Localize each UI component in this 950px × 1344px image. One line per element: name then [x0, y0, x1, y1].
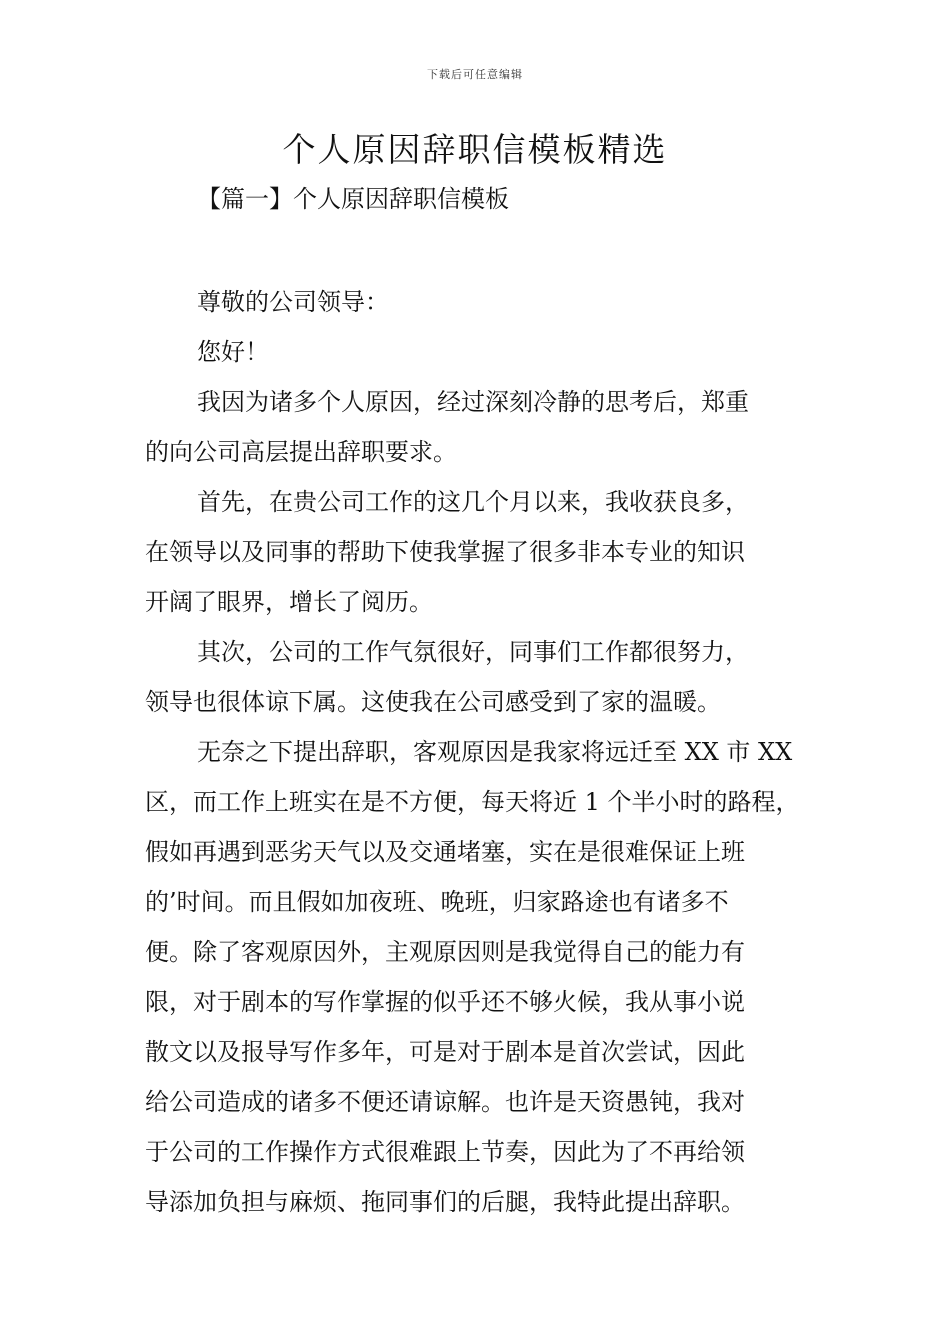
paragraph-line: 在领导以及同事的帮助下使我掌握了很多非本专业的知识 [145, 538, 745, 566]
paragraph-line: 首先，在贵公司工作的这几个月以来，我收获良多， [197, 488, 749, 516]
section-heading: 【篇一】个人原因辞职信模板 [197, 185, 509, 213]
salutation: 尊敬的公司领导： [197, 288, 389, 316]
paragraph-line: 区，而工作上班实在是不方便，每天将近 1 个半小时的路程， [145, 788, 800, 816]
paragraph-line: 于公司的工作操作方式很难跟上节奏，因此为了不再给领 [145, 1138, 745, 1166]
paragraph-line: 领导也很体谅下属。这使我在公司感受到了家的温暖。 [145, 688, 721, 716]
paragraph-line: 便。除了客观原因外，主观原因则是我觉得自己的能力有 [145, 938, 745, 966]
paragraph-line: 假如再遇到恶劣天气以及交通堵塞，实在是很难保证上班 [145, 838, 745, 866]
paragraph-line: 我因为诸多个人原因，经过深刻冷静的思考后，郑重 [197, 388, 749, 416]
paragraph-line: 散文以及报导写作多年，可是对于剧本是首次尝试，因此 [145, 1038, 745, 1066]
paragraph-line: 无奈之下提出辞职，客观原因是我家将远迁至 XX 市 XX [197, 738, 793, 766]
paragraph-line: 限，对于剧本的写作掌握的似乎还不够火候，我从事小说 [145, 988, 745, 1016]
header-note: 下载后可任意编辑 [427, 68, 523, 81]
paragraph-line: 开阔了眼界，增长了阅历。 [145, 588, 433, 616]
paragraph-line: 导添加负担与麻烦、拖同事们的后腿，我特此提出辞职。 [145, 1188, 745, 1216]
document-title: 个人原因辞职信模板精选 [282, 130, 668, 169]
paragraph-line: 其次，公司的工作气氛很好，同事们工作都很努力， [197, 638, 749, 666]
greeting: 您好！ [197, 338, 269, 366]
letter-body [145, 277, 810, 1227]
paragraph-line: 的向公司高层提出辞职要求。 [145, 438, 457, 466]
paragraph-line: 的’时间。而且假如加夜班、晚班，归家路途也有诸多不 [145, 888, 729, 916]
paragraph-line: 给公司造成的诸多不便还请谅解。也许是天资愚钝，我对 [145, 1088, 745, 1116]
